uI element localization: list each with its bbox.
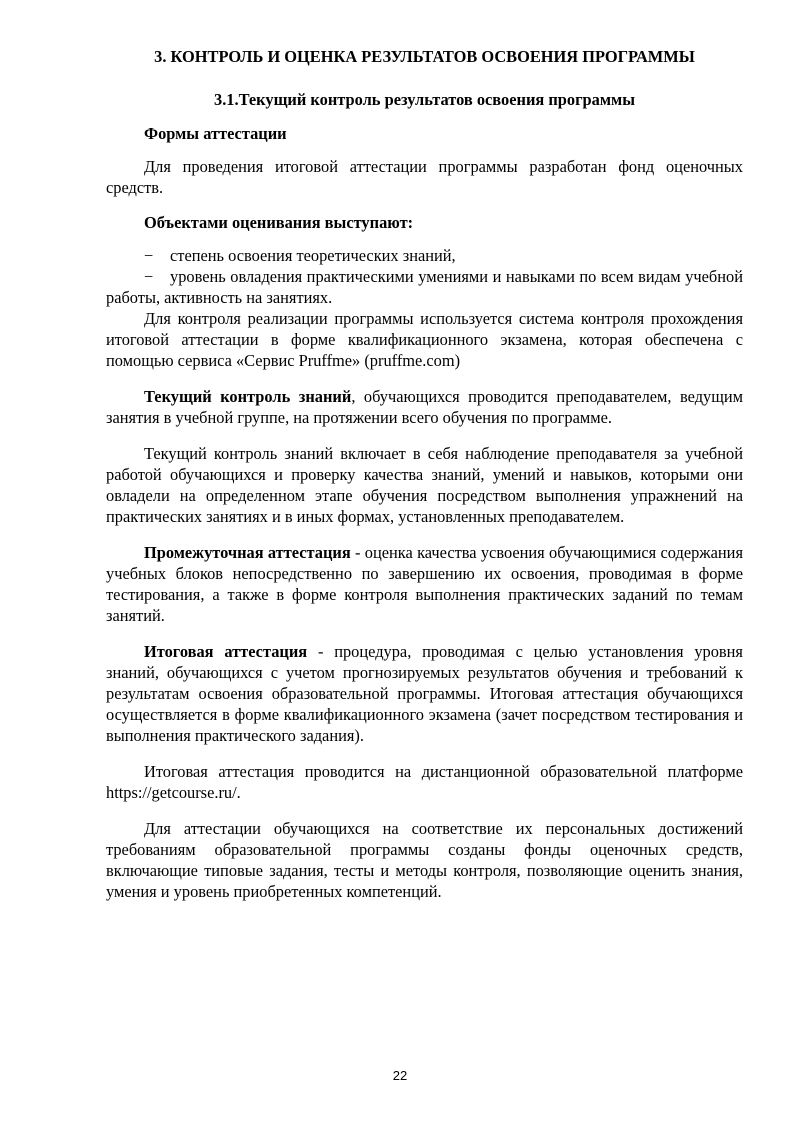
subsection-heading: 3.1.Текущий контроль результатов освоения программы [214,90,635,109]
final-term: Итоговая аттестация [144,642,308,661]
forms-title: Формы аттестации [144,124,287,143]
dash-marker: − [144,267,154,286]
bullet-text: степень освоения теоретических знаний, [170,246,456,265]
dash-marker: − [144,246,154,265]
final-paragraph [106,641,743,746]
current-control-term: Текущий контроль знаний [144,387,352,406]
bullet-item [106,266,743,308]
document-page [106,46,743,902]
current-control-text: , обучающихся проводится преподавателем, ведущим занятия в учебной группе, на протяжении всего обучения по программе. [106,387,743,427]
final-text: - процедура, проводимая с целью установления уровня знаний, обучающихся с учетом прогнозируемых результатов обучения и требований к результатам освоения образовательной программы. Итоговая аттестация обучающихся осуществляется в форме квалификационного экзамена (зачет посредством тестирования и выполнения практического задания). [106,642,743,745]
platform-paragraph: Итоговая аттестация проводится на дистанционной образовательной платформе https://getcourse.ru/. [106,762,743,802]
interim-term: Промежуточная аттестация [144,543,351,562]
control-paragraph: Для контроля реализации программы используется система контроля прохождения итоговой аттестации в форме квалификационного экзамена, которая обеспечена с помощью сервиса «Сервис Pruffme» (pruffme.com) [106,309,743,370]
current-control-detail-paragraph: Текущий контроль знаний включает в себя наблюдение преподавателя за учебной работой обучающихся и проверку качества знаний, умений и навыков, которыми они овладели на определенном этапе обучения посредством выполнения упражнений на практических занятиях и в иных формах, установленных преподавателем. [106,444,743,526]
bullet-text: уровень овладения практическими умениями и навыками по всем видам учебной работы, активность на занятиях. [106,267,743,307]
current-control-paragraph [106,386,743,428]
bullet-item [106,245,743,266]
forms-paragraph: Для проведения итоговой аттестации программы разработан фонд оценочных средств. [106,157,743,197]
section-heading: 3. КОНТРОЛЬ И ОЦЕНКА РЕЗУЛЬТАТОВ ОСВОЕНИЯ ПРОГРАММЫ [154,47,695,66]
funds-paragraph: Для аттестации обучающихся на соответствие их персональных достижений требованиям образовательной программы созданы фонды оценочных средств, включающие типовые задания, тесты и методы контроля, позволяющие оценить знания, умения и уровень приобретенных компетенций. [106,819,743,901]
interim-text: - оценка качества усвоения обучающимися содержания учебных блоков непосредственно по завершению их освоения, проводимая в форме тестирования, а также в форме контроля выполнения практических заданий по темам занятий. [106,543,743,625]
objects-title: Объектами оценивания выступают: [144,213,414,232]
page-number: 22 [392,1068,408,1083]
interim-paragraph [106,542,743,626]
